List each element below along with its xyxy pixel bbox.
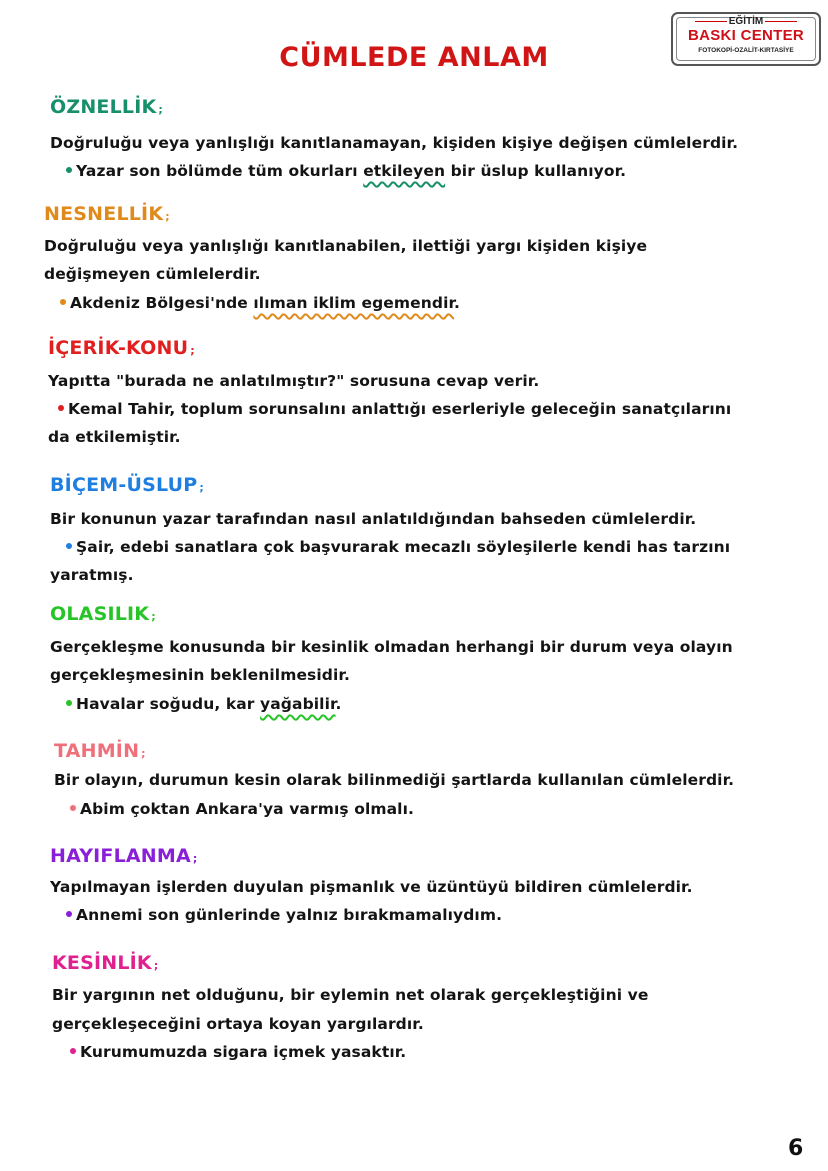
example-text-end: .	[454, 294, 461, 312]
example-line	[70, 800, 414, 818]
page-number: 6	[788, 1136, 804, 1161]
heading-text: NESNELLİK	[44, 203, 164, 225]
example-text-end: bir üslup kullanıyor.	[445, 162, 627, 180]
example-text: Havalar soğudu, kar	[76, 695, 261, 713]
heading-text: ÖZNELLİK	[50, 96, 157, 118]
definition-line: Gerçekleşme konusunda bir kesinlik olmadan herhangi bir durum veya olayın	[50, 638, 733, 656]
example-line	[66, 695, 342, 713]
example-text: Şair, edebi sanatlara çok başvurarak mecazlı söyleşilerle kendi has tarzını	[76, 538, 731, 556]
heading-text: İÇERİK-KONU	[48, 337, 189, 359]
bullet-icon	[66, 911, 72, 917]
example-underlined-text: yağabilir	[260, 695, 336, 713]
example-text: Akdeniz Bölgesi'nde	[70, 294, 254, 312]
example-text: Yazar son bölümde tüm okurları	[76, 162, 364, 180]
definition-line: Bir konunun yazar tarafından nasıl anlatıldığından bahseden cümlelerdir.	[50, 510, 697, 528]
example-line	[60, 294, 460, 312]
heading-suffix: ;	[153, 959, 159, 972]
example-line	[58, 400, 731, 418]
section-heading-icerik-konu	[48, 337, 195, 359]
logo-tagline: FOTOKOPİ-OZALİT-KIRTASİYE	[698, 47, 794, 54]
example-line	[66, 162, 626, 180]
section-heading-bicem-uslup	[50, 474, 204, 496]
page-title: CÜMLEDE ANLAM	[279, 42, 549, 73]
heading-suffix: ;	[190, 344, 195, 357]
section-heading-nesnellik	[44, 203, 170, 225]
heading-suffix: ;	[158, 103, 164, 116]
example-text: Annemi son günlerinde yalnız bırakmamalıydım.	[76, 906, 503, 924]
heading-suffix: ;	[151, 610, 156, 623]
example-text-end: .	[335, 695, 342, 713]
section-heading-hayiflanma	[50, 845, 198, 867]
definition-line: değişmeyen cümlelerdir.	[44, 265, 261, 283]
bullet-icon	[66, 543, 72, 549]
heading-suffix: ;	[199, 481, 204, 494]
example-text: Kemal Tahir, toplum sorunsalını anlattığı eserleriyle geleceğin sanatçılarını	[68, 400, 732, 418]
example-continuation: da etkilemiştir.	[48, 428, 181, 446]
definition-line: Yapılmayan işlerden duyulan pişmanlık ve üzüntüyü bildiren cümlelerdir.	[50, 878, 693, 896]
bullet-icon	[66, 700, 72, 706]
example-line	[66, 906, 502, 924]
definition-line: Bir olayın, durumun kesin olarak bilinmediği şartlarda kullanılan cümlelerdir.	[54, 771, 735, 789]
heading-text: TAHMİN	[54, 740, 140, 762]
bullet-icon	[60, 299, 66, 305]
definition-line: Yapıtta "burada ne anlatılmıştır?" sorusuna cevap verir.	[48, 372, 540, 390]
section-heading-kesinlik	[52, 952, 158, 974]
heading-text: KESİNLİK	[52, 952, 152, 974]
example-line	[66, 538, 730, 556]
example-underlined-text: ılıman iklim egemendir	[253, 294, 455, 312]
example-text: Abim çoktan Ankara'ya varmış olmalı.	[80, 800, 414, 818]
example-line	[70, 1043, 406, 1061]
definition-line: gerçekleşeceğini ortaya koyan yargılardır.	[52, 1015, 424, 1033]
heading-text: BİÇEM-ÜSLUP	[50, 474, 198, 496]
logo-brand-text: BASKI CENTER	[687, 27, 805, 44]
bullet-icon	[70, 805, 76, 811]
example-underlined-text: etkileyen	[363, 162, 446, 180]
bullet-icon	[66, 167, 72, 173]
section-heading-oznellik	[50, 96, 163, 118]
example-text: Kurumumuzda sigara içmek yasaktır.	[80, 1043, 407, 1061]
section-heading-tahmin	[54, 740, 146, 762]
heading-suffix: ;	[192, 852, 198, 865]
definition-line: Bir yargının net olduğunu, bir eylemin net olarak gerçekleştiğini ve	[52, 986, 649, 1004]
heading-suffix: ;	[141, 747, 146, 760]
bullet-icon	[58, 405, 64, 411]
definition-line: gerçekleşmesinin beklenilmesidir.	[50, 666, 350, 684]
heading-text: OLASILIK	[50, 603, 150, 625]
definition-line: Doğruluğu veya yanlışlığı kanıtlanabilen, ilettiği yargı kişiden kişiye	[44, 237, 648, 255]
definition-line: Doğruluğu veya yanlışlığı kanıtlanamayan, kişiden kişiye değişen cümlelerdir.	[50, 134, 739, 152]
example-continuation: yaratmış.	[50, 566, 134, 584]
heading-text: HAYIFLANMA	[50, 845, 191, 867]
section-heading-olasilik	[50, 603, 156, 625]
heading-suffix: ;	[165, 210, 170, 223]
logo-top-text: EĞİTİM	[673, 16, 819, 27]
bullet-icon	[70, 1048, 76, 1054]
